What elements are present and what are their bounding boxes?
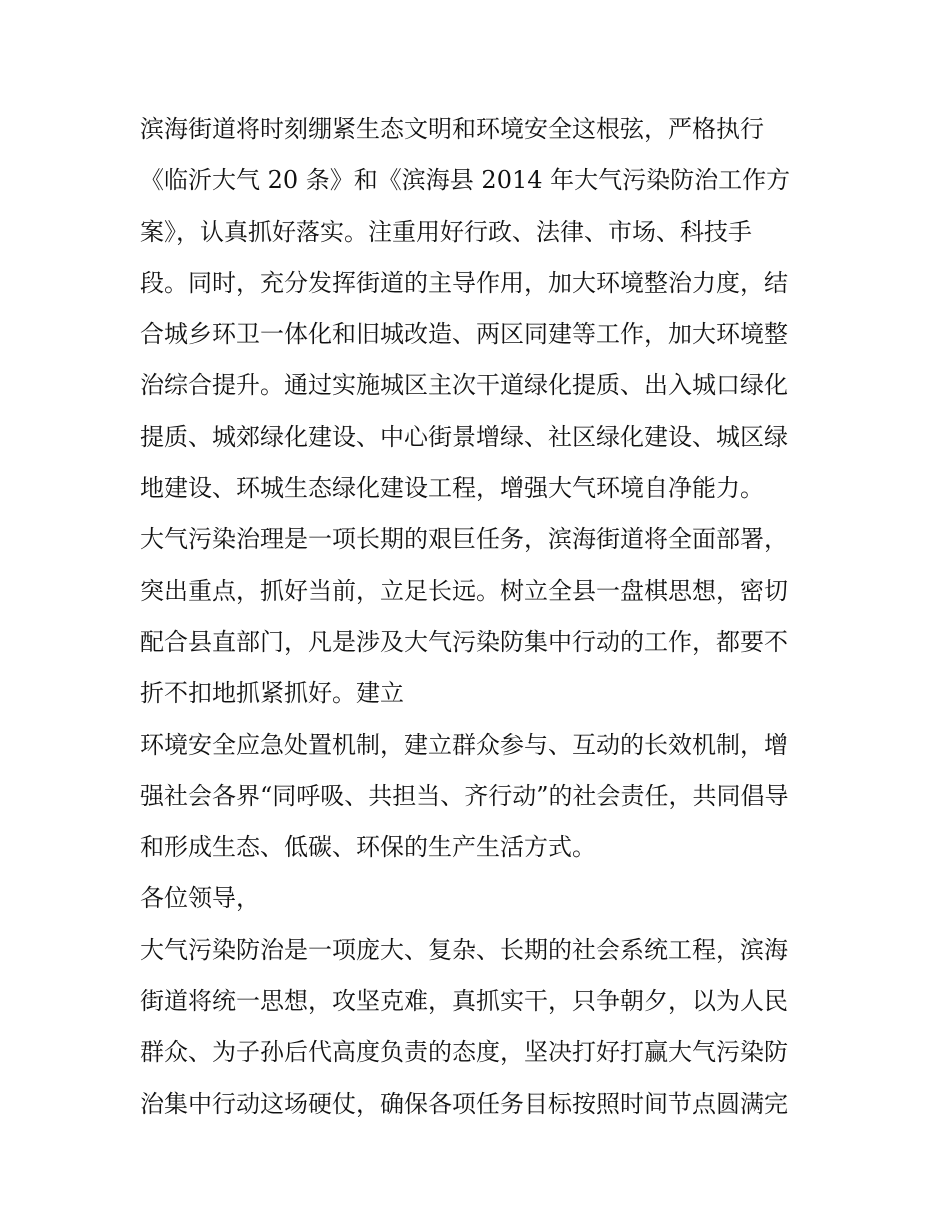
text-line: 合城乡环卫一体化和旧城改造、两区同建等工作，加大环境整 bbox=[140, 320, 788, 349]
text-line: 大气污染治理是一项长期的艰巨任务，滨海街道将全面部署， bbox=[140, 525, 788, 554]
text-line: 治集中行动这场硬仗，确保各项任务目标按照时间节点圆满完 bbox=[140, 1089, 788, 1118]
text-line: 《临沂大气 20 条》和《滨海县 2014 年大气污染防治工作方 bbox=[140, 166, 791, 195]
text-line: 街道将统一思想，攻坚克难，真抓实干，只争朝夕，以为人民 bbox=[140, 987, 788, 1016]
text-line: 突出重点，抓好当前，立足长远。树立全县一盘棋思想，密切 bbox=[140, 576, 788, 605]
text-line: 配合县直部门，凡是涉及大气污染防集中行动的工作，都要不 bbox=[140, 627, 788, 656]
text-line: 和形成生态、低碳、环保的生产生活方式。 bbox=[140, 833, 596, 862]
text-line: 大气污染防治是一项庞大、复杂、长期的社会系统工程，滨海 bbox=[140, 935, 788, 964]
text-line: 环境安全应急处置机制，建立群众参与、互动的长效机制，增 bbox=[140, 730, 788, 759]
text-line: 群众、为子孙后代高度负责的态度，坚决打好打赢大气污染防 bbox=[140, 1038, 788, 1067]
text-line: 提质、城郊绿化建设、中心街景增绿、社区绿化建设、城区绿 bbox=[140, 422, 788, 451]
document-body bbox=[140, 104, 820, 1130]
text-line: 地建设、环城生态绿化建设工程，增强大气环境自净能力。 bbox=[140, 474, 764, 503]
text-line: 案》，认真抓好落实。注重用好行政、法律、市场、科技手 bbox=[140, 217, 752, 246]
text-line: 段。同时，充分发挥街道的主导作用，加大环境整治力度，结 bbox=[140, 268, 788, 297]
text-line: 强社会各界“同呼吸、共担当、齐行动”的社会责任，共同倡导 bbox=[140, 781, 789, 810]
text-line: 各位领导， bbox=[140, 884, 260, 913]
text-line: 治综合提升。通过实施城区主次干道绿化提质、出入城口绿化 bbox=[140, 371, 788, 400]
text-line: 滨海街道将时刻绷紧生态文明和环境安全这根弦，严格执行 bbox=[140, 115, 764, 143]
text-line: 折不扣地抓紧抓好。建立 bbox=[140, 679, 404, 708]
